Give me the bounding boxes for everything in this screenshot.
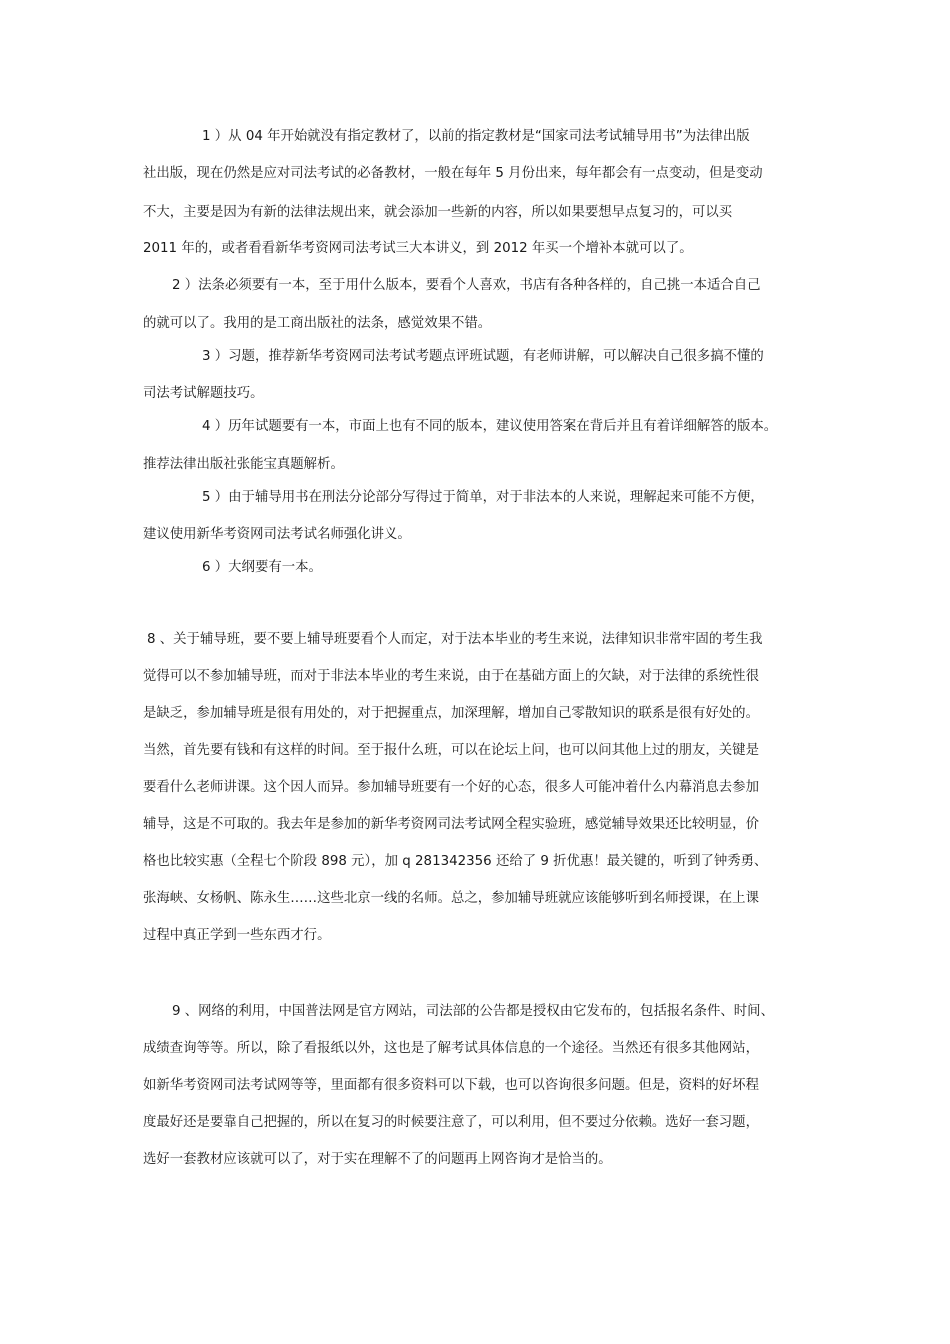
text-line: 的就可以了。我用的是工商出版社的法条，感觉效果不错。 [143, 316, 492, 331]
text-line: 1 ）从 04 年开始就没有指定教材了，以前的指定教材是“国家司法考试辅导用书”为法律出版 [202, 129, 750, 144]
text-line: 张海峡、女杨帆、陈永生……这些北京一线的名师。总之，参加辅导班就应该能够听到名师授课，在上课 [143, 891, 759, 906]
text-line: 3 ）习题，推荐新华考资网司法考试考题点评班试题，有老师讲解，可以解决自己很多搞不懂的 [202, 349, 764, 364]
text-line: 8 、关于辅导班，要不要上辅导班要看个人而定，对于法本毕业的考生来说，法律知识非常牢固的考生我 [147, 632, 763, 647]
text-line: 度最好还是要靠自己把握的，所以在复习的时候要注意了，可以利用，但不要过分依赖。选好一套习题， [143, 1115, 759, 1130]
text-line: 过程中真正学到一些东西才行。 [143, 928, 331, 943]
text-line: 觉得可以不参加辅导班，而对于非法本毕业的考生来说，由于在基础方面上的欠缺，对于法律的系统性很 [143, 669, 759, 684]
text-line: 成绩查询等等。所以，除了看报纸以外，这也是了解考试具体信息的一个途径。当然还有很多其他网站， [143, 1041, 759, 1056]
text-line: 司法考试解题技巧。 [143, 386, 264, 401]
text-line: 是缺乏，参加辅导班是很有用处的，对于把握重点，加深理解，增加自己零散知识的联系是很有好处的。 [143, 706, 759, 721]
text-line: 辅导，这是不可取的。我去年是参加的新华考资网司法考试网全程实验班，感觉辅导效果还比较明显，价 [143, 817, 759, 832]
text-line: 4 ）历年试题要有一本，市面上也有不同的版本，建议使用答案在背后并且有着详细解答的版本。 [202, 419, 778, 434]
text-line: 2 ）法条必须要有一本，至于用什么版本，要看个人喜欢，书店有各种各样的，自己挑一本适合自己 [172, 278, 761, 293]
text-line: 当然，首先要有钱和有这样的时间。至于报什么班，可以在论坛上问，也可以问其他上过的朋友，关键是 [143, 743, 759, 758]
text-line: 格也比较实惠（全程七个阶段 898 元），加 q 281342356 还给了 9 折优惠！最关键的，听到了钟秀勇、 [143, 854, 768, 869]
text-line: 要看什么老师讲课。这个因人而异。参加辅导班要有一个好的心态，很多人可能冲着什么内幕消息去参加 [143, 780, 759, 795]
text-line: 选好一套教材应该就可以了，对于实在理解不了的问题再上网咨询才是恰当的。 [143, 1152, 612, 1167]
text-line: 6 ）大纲要有一本。 [202, 560, 322, 575]
text-line: 社出版，现在仍然是应对司法考试的必备教材，一般在每年 5 月份出来，每年都会有一点变动，但是变动 [143, 166, 763, 181]
text-line: 建议使用新华考资网司法考试名师强化讲义。 [143, 527, 411, 542]
text-line: 推荐法律出版社张能宝真题解析。 [143, 457, 344, 472]
text-line: 5 ）由于辅导用书在刑法分论部分写得过于简单，对于非法本的人来说，理解起来可能不方便， [202, 490, 764, 505]
text-line: 9 、网络的利用，中国普法网是官方网站，司法部的公告都是授权由它发布的，包括报名条件、时间、 [172, 1004, 774, 1019]
text-line: 2011 年的，或者看看新华考资网司法考试三大本讲义，到 2012 年买一个增补本就可以了。 [143, 241, 693, 256]
text-line: 不大，主要是因为有新的法律法规出来，就会添加一些新的内容，所以如果要想早点复习的，可以买 [143, 205, 733, 220]
text-line: 如新华考资网司法考试网等等，里面都有很多资料可以下载，也可以咨询很多问题。但是，资料的好坏程 [143, 1078, 759, 1093]
